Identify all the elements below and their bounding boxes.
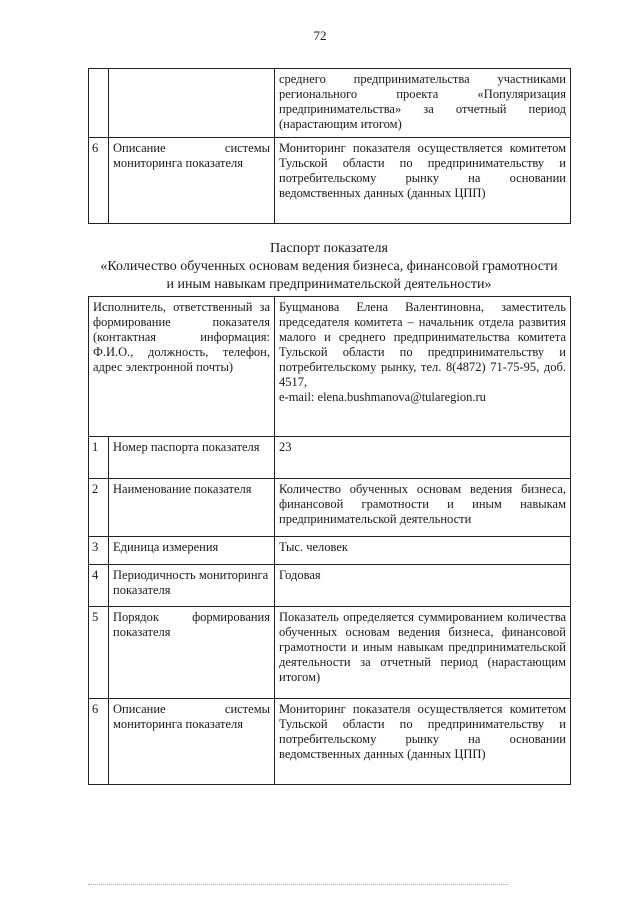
heading-line: «Количество обученных основам ведения бизнеса, финансовой грамотности [100, 259, 558, 274]
row-number: 6 [89, 699, 109, 785]
table-row [89, 699, 571, 785]
executor-value [275, 297, 571, 437]
row-label: Единица измерения [109, 537, 275, 565]
executor-row [89, 297, 571, 437]
heading-line: Паспорт показателя [270, 241, 388, 256]
row-value: Количество обученных основам ведения бизнеса, финансовой грамотности и иным навыкам предпринимательской деятельности [275, 479, 571, 537]
table-cell-label [109, 69, 275, 138]
row-label: Периодичность мониторинга показателя [109, 565, 275, 607]
table-row [89, 565, 571, 607]
row-label: Описание системы мониторинга показателя [109, 138, 275, 224]
continued-passport-table [88, 68, 571, 224]
row-number: 3 [89, 537, 109, 565]
row-value: Показатель определяется суммированием количества обученных основам ведения бизнеса, финансовой грамотности и иным навыкам предпринимательской деятельности за отчетный период (нарастающим итогом) [275, 607, 571, 699]
table-row [89, 607, 571, 699]
passport-table [88, 296, 571, 785]
row-value: Тыс. человек [275, 537, 571, 565]
row-label: Номер паспорта показателя [109, 437, 275, 479]
row-label: Описание системы мониторинга показателя [109, 699, 275, 785]
passport-heading [88, 240, 570, 294]
row-number: 1 [89, 437, 109, 479]
table-row [89, 69, 571, 138]
table-row [89, 537, 571, 565]
heading-line: и иным навыкам предпринимательской деятельности» [166, 277, 492, 292]
row-value: Мониторинг показателя осуществляется комитетом Тульской области по предпринимательству и потребительскому рынку на основании ведомственных данных (данных ЦПП) [275, 699, 571, 785]
row-label: Порядок формирования показателя [109, 607, 275, 699]
page-number: 72 [313, 28, 327, 43]
table-cell-value: среднего предпринимательства участниками регионального проекта «Популяризация предпринимательства» за отчетный период (нарастающим итогом) [275, 69, 571, 138]
row-number: 6 [89, 138, 109, 224]
row-value: Годовая [275, 565, 571, 607]
table-row [89, 437, 571, 479]
row-label: Наименование показателя [109, 479, 275, 537]
row-number: 4 [89, 565, 109, 607]
executor-contact: Бущманова Елена Валентиновна, заместитель председателя комитета – начальник отдела развития малого и среднего предпринимательства комитета Тульской области по предпринимательству и потребительскому рынку, тел. 8(4872) 71-75-95, доб. 4517, [279, 300, 566, 389]
row-value: 23 [275, 437, 571, 479]
table-row [89, 479, 571, 537]
executor-label: Исполнитель, ответственный за формирование показателя (контактная информация: Ф.И.О., должность, телефон, адрес электронной почты) [89, 297, 275, 437]
row-number: 5 [89, 607, 109, 699]
table-cell-num [89, 69, 109, 138]
footer-divider [88, 884, 508, 887]
row-value: Мониторинг показателя осуществляется комитетом Тульской области по предпринимательству и потребительскому рынку на основании ведомственных данных (данных ЦПП) [275, 138, 571, 224]
executor-email: e-mail: elena.bushmanova@tularegion.ru [279, 390, 486, 404]
row-number: 2 [89, 479, 109, 537]
table-row [89, 138, 571, 224]
